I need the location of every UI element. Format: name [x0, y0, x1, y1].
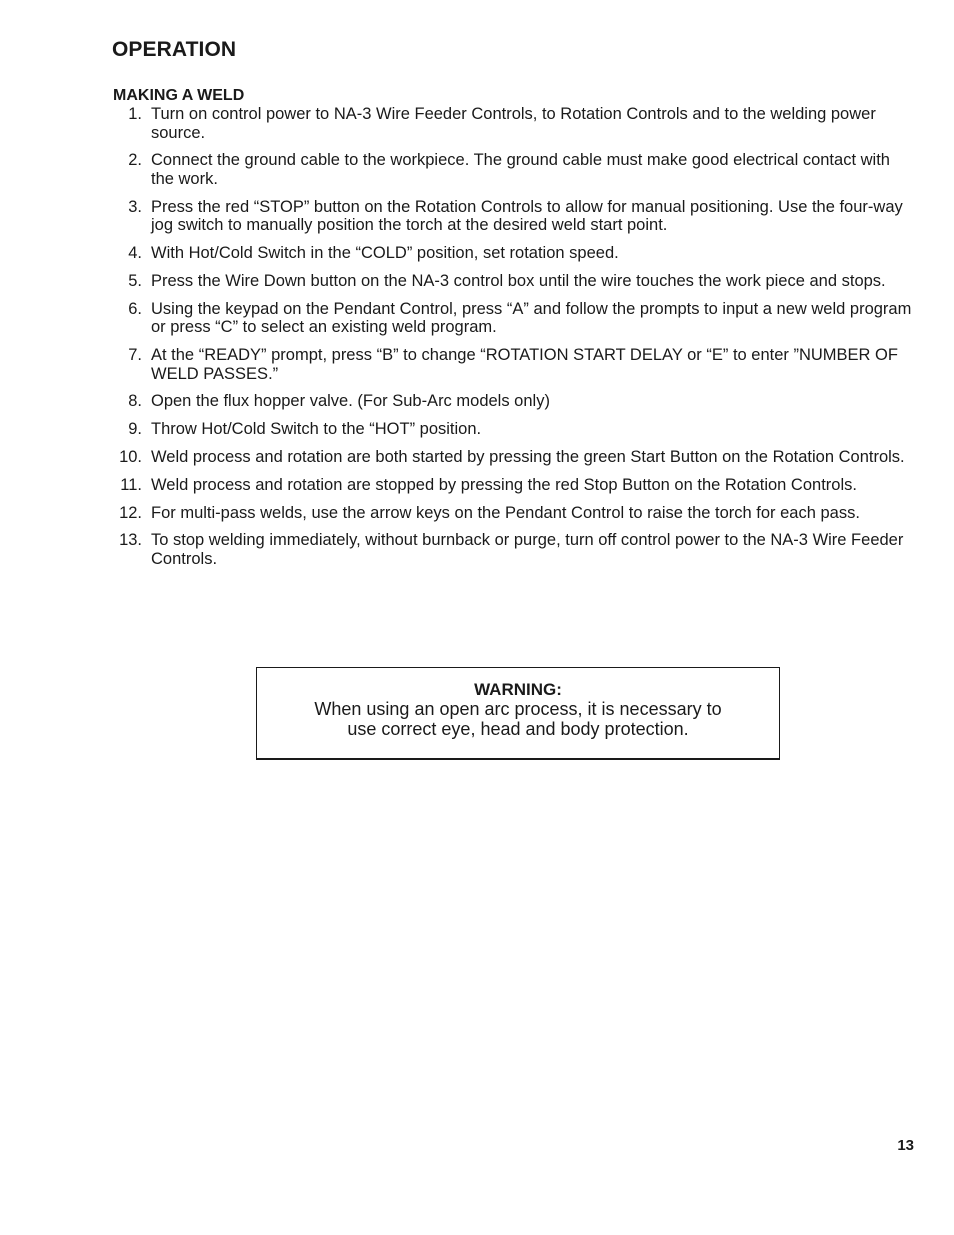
- step-text: Open the flux hopper valve. (For Sub-Arc models only): [151, 392, 550, 411]
- step-text: Connect the ground cable to the workpiece. The ground cable must make good electrical contact with the work.: [151, 151, 890, 188]
- step-number: 7.: [128, 346, 142, 365]
- list-item: [113, 504, 913, 523]
- section-title: MAKING A WELD: [113, 87, 245, 104]
- step-text: Press the Wire Down button on the NA-3 control box until the wire touches the work piece and stops.: [151, 271, 886, 290]
- step-text: With Hot/Cold Switch in the “COLD” position, set rotation speed.: [151, 244, 619, 263]
- step-number: 11.: [120, 475, 142, 494]
- list-item: [113, 300, 913, 337]
- step-number: 10.: [119, 448, 142, 466]
- step-number: 1.: [128, 105, 142, 123]
- step-number: 8.: [128, 392, 142, 411]
- warning-text-line: use correct eye, head and body protection.: [347, 718, 689, 739]
- list-item: [113, 198, 913, 235]
- step-number: 9.: [128, 420, 142, 439]
- warning-text-line: When using an open arc process, it is necessary to: [314, 699, 722, 719]
- step-number: 13.: [119, 531, 142, 550]
- page-title: OPERATION: [112, 38, 237, 61]
- list-item: [113, 151, 913, 188]
- step-text: Using the keypad on the Pendant Control, press “A” and follow the prompts to input a new weld program or press “C” to select an existing weld program.: [151, 299, 912, 337]
- list-item: [113, 346, 913, 383]
- step-number: 6.: [128, 299, 142, 318]
- step-text: To stop welding immediately, without burnback or purge, turn off control power to the NA-3 Wire Feeder Controls.: [151, 531, 904, 568]
- step-text: Turn on control power to NA-3 Wire Feeder Controls, to Rotation Controls and to the welding power source.: [151, 105, 876, 142]
- page-number: 13: [897, 1137, 914, 1154]
- step-text: At the “READY” prompt, press “B” to change “ROTATION START DELAY or “E” to enter ”NUMBER OF WELD PASSES.”: [151, 346, 898, 383]
- step-number: 2.: [128, 151, 142, 170]
- step-text: Press the red “STOP” button on the Rotation Controls to allow for manual positioning. Use the four-way jog switch to manually position the torch at the desired weld start point.: [151, 197, 903, 235]
- list-item: [113, 272, 913, 291]
- list-item: [113, 531, 913, 568]
- step-number: 12.: [119, 503, 142, 522]
- warning-title: WARNING:: [474, 680, 562, 699]
- step-text: Weld process and rotation are stopped by pressing the red Stop Button on the Rotation Controls.: [151, 475, 857, 494]
- list-item: [113, 244, 913, 263]
- step-text: Weld process and rotation are both started by pressing the green Start Button on the Rotation Controls.: [151, 448, 905, 466]
- procedure-steps: [113, 105, 913, 578]
- warning-box: [256, 667, 780, 760]
- step-number: 3.: [128, 197, 142, 216]
- list-item: [113, 448, 913, 467]
- list-item: [113, 420, 913, 439]
- step-text: For multi-pass welds, use the arrow keys on the Pendant Control to raise the torch for each pass.: [151, 503, 860, 522]
- step-text: Throw Hot/Cold Switch to the “HOT” position.: [151, 420, 482, 439]
- list-item: [113, 476, 913, 495]
- list-item: [113, 392, 913, 411]
- list-item: [113, 105, 913, 142]
- step-number: 4.: [128, 244, 142, 263]
- step-number: 5.: [128, 271, 142, 290]
